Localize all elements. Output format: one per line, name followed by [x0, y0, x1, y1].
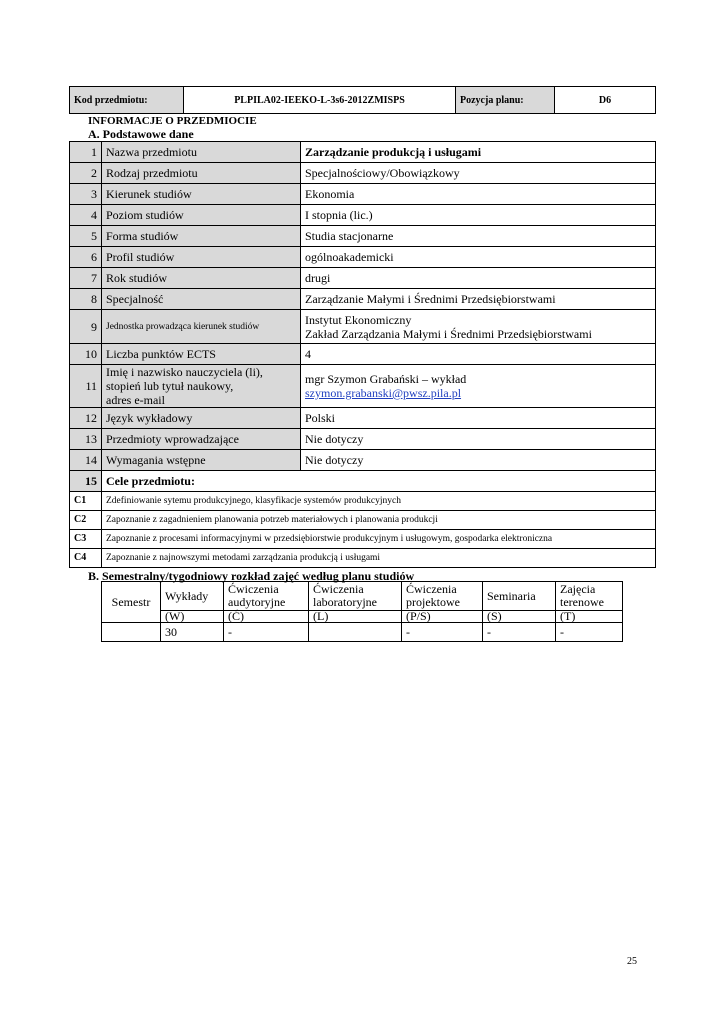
lectures-header — [161, 582, 224, 611]
table-row — [70, 344, 656, 365]
table-row — [70, 408, 656, 429]
goal-id: C2 — [70, 511, 102, 530]
row-value — [301, 365, 656, 408]
project-exercises-header — [402, 582, 483, 611]
row-label: Profil studiów — [102, 247, 301, 268]
position-value: D6 — [555, 87, 656, 114]
header-line: projektowe — [406, 595, 460, 609]
code-label: Kod przedmiotu: — [70, 87, 184, 114]
row-label: Rok studiów — [102, 268, 301, 289]
schedule-table — [101, 581, 623, 642]
code-cell: (Ć) — [224, 611, 309, 623]
row-value: Nie dotyczy — [301, 429, 656, 450]
section-b-heading: B. Semestralny/tygodniowy rozkład zajęć według planu studiów — [88, 569, 415, 583]
row-number: 4 — [70, 205, 102, 226]
teacher-email-link[interactable]: szymon.grabanski@pwsz.pila.pl — [305, 386, 462, 400]
section-a-heading: A. Podstawowe dane — [88, 127, 194, 141]
code-value: PLPILA02-IEEKO-L-3s6-2012ZMISPS — [184, 87, 456, 114]
row-value: Zarządzanie produkcją i usługami — [301, 142, 656, 163]
code-cell: (W) — [161, 611, 224, 623]
header-line: Ćwiczenia — [406, 582, 457, 596]
row-number: 2 — [70, 163, 102, 184]
header-line: Ćwiczenia — [313, 582, 364, 596]
goal-row — [70, 492, 656, 511]
basic-data-table — [69, 141, 656, 568]
table-row — [70, 450, 656, 471]
row-value: Nie dotyczy — [301, 450, 656, 471]
header-line: Seminaria — [487, 588, 536, 603]
table-row — [70, 429, 656, 450]
goal-id: C1 — [70, 492, 102, 511]
table-row — [70, 365, 656, 408]
code-cell: (T) — [556, 611, 623, 623]
row-number: 12 — [70, 408, 102, 429]
row-number: 10 — [70, 344, 102, 365]
table-row — [70, 289, 656, 310]
row-number: 13 — [70, 429, 102, 450]
row-value: 4 — [301, 344, 656, 365]
hours-cell: - — [402, 623, 483, 642]
goal-id: C3 — [70, 530, 102, 549]
row-label: Kierunek studiów — [102, 184, 301, 205]
goal-row — [70, 549, 656, 568]
row-label: Specjalność — [102, 289, 301, 310]
row-number: 5 — [70, 226, 102, 247]
row-label: Forma studiów — [102, 226, 301, 247]
schedule-header-row — [102, 582, 623, 611]
row-label: Rodzaj przedmiotu — [102, 163, 301, 184]
row-label: Jednostka prowadząca kierunek studiów — [102, 310, 301, 344]
row-value: Zarządzanie Małymi i Średnimi Przedsiębiorstwami — [301, 289, 656, 310]
lab-exercises-header — [309, 582, 402, 611]
hours-cell: 30 — [161, 623, 224, 642]
header-line: audytoryjne — [228, 595, 286, 609]
table-row — [70, 268, 656, 289]
semester-value — [102, 623, 161, 642]
teacher-name: mgr Szymon Grabański – wykład — [305, 372, 467, 386]
row-number: 14 — [70, 450, 102, 471]
goal-id: C4 — [70, 549, 102, 568]
row-value: ogólnoakademicki — [301, 247, 656, 268]
row-label: Język wykładowy — [102, 408, 301, 429]
row-number: 15 — [70, 471, 102, 492]
header-line: laboratoryjne — [313, 595, 377, 609]
row-label: Liczba punktów ECTS — [102, 344, 301, 365]
row-label: Wymagania wstępne — [102, 450, 301, 471]
header-line: Wykłady — [165, 588, 209, 603]
row-number: 3 — [70, 184, 102, 205]
goal-text: Zdefiniowanie sytemu produkcyjnego, klasyfikacje systemów produkcyjnych — [102, 492, 656, 511]
row-value-line: Instytut Ekonomiczny — [305, 312, 412, 327]
hours-cell: - — [556, 623, 623, 642]
row-value — [301, 310, 656, 344]
section-title: INFORMACJE O PRZEDMIOCIE — [88, 115, 257, 127]
row-label: Przedmioty wprowadzające — [102, 429, 301, 450]
seminars-header — [483, 582, 556, 611]
auditory-exercises-header — [224, 582, 309, 611]
header-line: Zajęcia — [560, 582, 596, 596]
hours-cell: - — [224, 623, 309, 642]
table-row — [70, 226, 656, 247]
hours-cell — [309, 623, 402, 642]
page-number: 25 — [627, 956, 637, 967]
row-number: 1 — [70, 142, 102, 163]
position-label: Pozycja planu: — [456, 87, 555, 114]
code-cell: (S) — [483, 611, 556, 623]
semester-header: Semestr — [102, 582, 161, 623]
goal-text: Zapoznanie z procesami informacyjnymi w przedsiębiorstwie produkcyjnym i usługowym, gospodarka elektroniczna — [102, 530, 656, 549]
course-code-header — [69, 86, 656, 114]
schedule-code-row — [102, 611, 623, 623]
row-number: 11 — [70, 365, 102, 408]
header-line: terenowe — [560, 595, 604, 609]
schedule-value-row — [102, 623, 623, 642]
hours-cell: - — [483, 623, 556, 642]
row-label: Poziom studiów — [102, 205, 301, 226]
row-label-line: Imię i nazwisko nauczyciela (li), — [106, 365, 263, 379]
goal-row — [70, 511, 656, 530]
table-row — [70, 205, 656, 226]
table-row — [70, 310, 656, 344]
row-number: 8 — [70, 289, 102, 310]
row-value: Polski — [301, 408, 656, 429]
row-number: 9 — [70, 310, 102, 344]
row-label: Nazwa przedmiotu — [102, 142, 301, 163]
row-label-line: adres e-mail — [106, 393, 165, 407]
row-value: Studia stacjonarne — [301, 226, 656, 247]
row-value: Specjalnościowy/Obowiązkowy — [301, 163, 656, 184]
table-row — [70, 471, 656, 492]
header-line: Ćwiczenia — [228, 582, 279, 596]
goal-text: Zapoznanie z najnowszymi metodami zarządzania produkcją i usługami — [102, 549, 656, 568]
row-number: 6 — [70, 247, 102, 268]
row-value: drugi — [301, 268, 656, 289]
field-classes-header — [556, 582, 623, 611]
goal-text: Zapoznanie z zagadnieniem planowania potrzeb materiałowych i planowania produkcji — [102, 511, 656, 530]
goals-heading: Cele przedmiotu: — [102, 471, 656, 492]
table-row — [70, 142, 656, 163]
row-number: 7 — [70, 268, 102, 289]
row-label-line: stopień lub tytuł naukowy, — [106, 379, 234, 393]
table-row — [70, 163, 656, 184]
goal-row — [70, 530, 656, 549]
row-value: Ekonomia — [301, 184, 656, 205]
code-cell: (P/S) — [402, 611, 483, 623]
row-value-line: Zakład Zarządzania Małymi i Średnimi Przedsiębiorstwami — [305, 326, 592, 341]
row-value: I stopnia (lic.) — [301, 205, 656, 226]
code-cell: (L) — [309, 611, 402, 623]
table-row — [70, 184, 656, 205]
row-label — [102, 365, 301, 408]
table-row — [70, 247, 656, 268]
